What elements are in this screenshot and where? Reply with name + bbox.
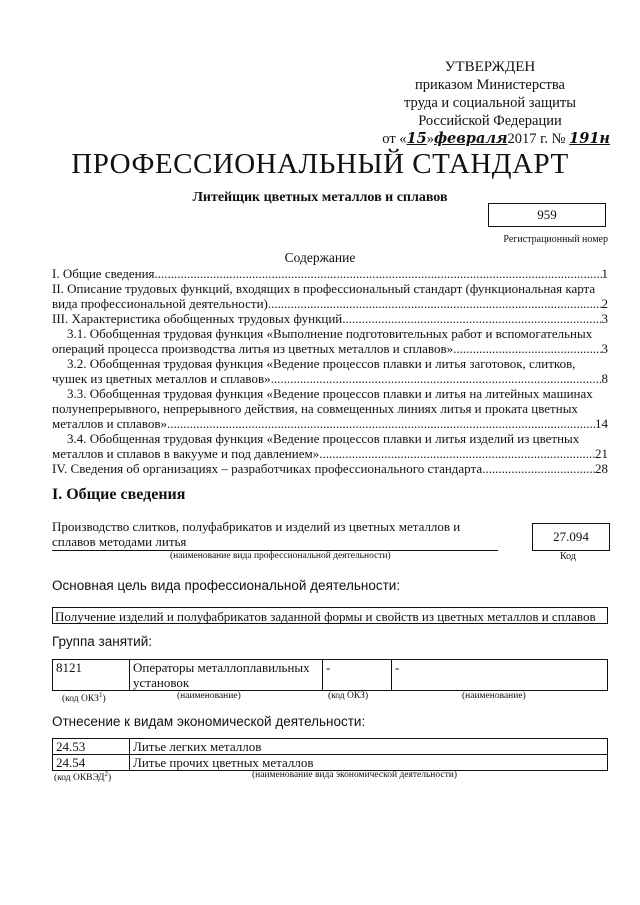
okz-code-cell-2: - [323, 660, 392, 691]
occupation-name-caption: (наименование) [177, 691, 241, 701]
approval-line-country: Российской Федерации [418, 113, 562, 129]
occupation-group-label: Группа занятий: [52, 634, 153, 649]
toc-entry[interactable]: IV. Сведения об организациях – разработчиках профессионального стандарта ..... 28 [52, 461, 608, 476]
activity-name-cell: Литье легких металлов [130, 739, 608, 755]
order-number: 191н [569, 130, 610, 147]
economic-activity-label: Отнесение к видам экономической деятельности: [52, 714, 366, 729]
toc-title: Содержание [284, 250, 356, 265]
registration-number-label: Регистрационный номер [503, 234, 608, 245]
okz-code-caption-2: (код ОКЗ) [328, 691, 369, 701]
toc-entry[interactable]: 3.3. Обобщенная трудовая функция «Ведение процессов плавки и литья на литейных машинах полунепрерывного, непрерывного действия, на совмещенных линиях литья и проката цветных металлов и сплавов» ..... 14 [52, 386, 608, 431]
activity-name-caption: (наименование вида экономической деятельности) [252, 770, 457, 780]
goal-box: Получение изделий и полуфабрикатов заданной формы и свойств из цветных металлов и сплавов [52, 607, 608, 624]
toc-entry[interactable]: III. Характеристика обобщенных трудовых функций ..... 3 [52, 311, 608, 326]
activity-kind-name: Производство слитков, полуфабрикатов и изделий из цветных металлов и сплавов методами литья [52, 519, 461, 549]
date-day: 15 [406, 130, 427, 147]
okved-code-cell: 24.54 [53, 755, 130, 771]
toc-entry[interactable]: II. Описание трудовых функций, входящих в профессиональный стандарт (функциональная карта вида профессиональной деятельности) ..... 2 [52, 281, 608, 311]
table-row [53, 755, 608, 771]
date-month: февраля [433, 130, 508, 147]
document-subtitle: Литейщик цветных металлов и сплавов [192, 190, 448, 205]
table-row [53, 660, 608, 691]
approval-line-labor: труда и социальной защиты [404, 95, 576, 111]
registration-number-box: 959 [488, 203, 606, 227]
document-title: ПРОФЕССИОНАЛЬНЫЙ СТАНДАРТ [71, 148, 569, 180]
okved-code-cell: 24.53 [53, 739, 130, 755]
date-mid: » [426, 131, 434, 147]
occupation-name-cell: Операторы металлоплавильных установок [130, 660, 323, 691]
occupation-group-table [52, 659, 608, 691]
toc-entry[interactable]: I. Общие сведения ..... 1 [52, 266, 608, 281]
toc-entry[interactable]: 3.2. Обобщенная трудовая функция «Ведение процессов плавки и литья заготовок, слитков, чушек из цветных металлов и сплавов» ..... 8 [52, 356, 608, 386]
okz-code-cell: 8121 [53, 660, 130, 691]
date-prefix: от « [382, 131, 407, 147]
approval-line-ministry: приказом Министерства [415, 77, 565, 93]
occupation-name-cell-2: - [392, 660, 608, 691]
table-row [53, 739, 608, 755]
okved-code-caption: (код ОКВЭД$^2$) [54, 770, 112, 784]
section-heading: I. Общие сведения [52, 486, 186, 503]
code-caption: Код [560, 551, 576, 562]
table-of-contents [52, 266, 608, 476]
approval-block [370, 58, 610, 148]
occupation-name-caption-2: (наименование) [462, 691, 526, 701]
economic-activity-table [52, 738, 608, 771]
activity-kind-code-box: 27.094 [532, 523, 610, 551]
activity-name-cell: Литье прочих цветных металлов [130, 755, 608, 771]
activity-kind-caption: (наименование вида профессиональной деятельности) [170, 551, 391, 561]
toc-entry[interactable]: 3.4. Обобщенная трудовая функция «Ведение процессов плавки и литья изделий из цветных металлов и сплавов в вакууме и под давлением» ..... 21 [52, 431, 608, 461]
okz-code-caption: (код ОКЗ$^1$) [62, 691, 106, 705]
toc-entry[interactable]: 3.1. Обобщенная трудовая функция «Выполнение подготовительных работ и вспомогательных операций процесса производства литья из цветных металлов и сплавов» ..... 3 [52, 326, 608, 356]
approval-date-line [370, 130, 610, 148]
goal-label: Основная цель вида профессиональной деятельности: [52, 578, 401, 593]
date-year: 2017 г. № [507, 131, 566, 147]
approval-title: УТВЕРЖДЕН [444, 59, 536, 75]
